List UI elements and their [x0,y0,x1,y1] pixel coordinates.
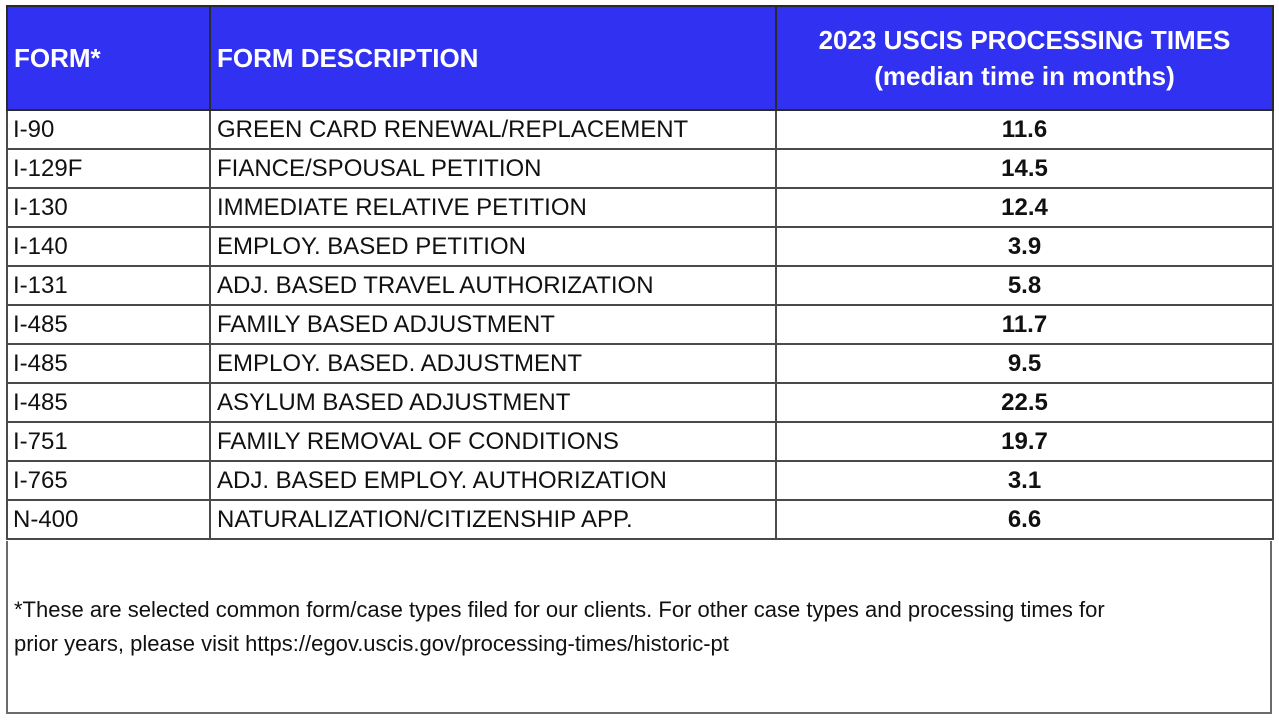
processing-time-cell: 14.5 [776,149,1273,188]
form-cell: I-140 [7,227,210,266]
table-row [7,110,1273,149]
processing-time-cell: 11.7 [776,305,1273,344]
description-cell: EMPLOY. BASED PETITION [210,227,776,266]
header-processing-times [776,6,1273,110]
table-row [7,461,1273,500]
description-cell: FIANCE/SPOUSAL PETITION [210,149,776,188]
description-cell: EMPLOY. BASED. ADJUSTMENT [210,344,776,383]
form-cell: N-400 [7,500,210,539]
header-form: FORM* [7,6,210,110]
table-row [7,422,1273,461]
table-body [7,110,1273,539]
processing-time-cell: 6.6 [776,500,1273,539]
table-row [7,149,1273,188]
description-cell: NATURALIZATION/CITIZENSHIP APP. [210,500,776,539]
description-cell: FAMILY REMOVAL OF CONDITIONS [210,422,776,461]
form-cell: I-751 [7,422,210,461]
table-row [7,266,1273,305]
form-cell: I-90 [7,110,210,149]
processing-time-cell: 11.6 [776,110,1273,149]
form-cell: I-485 [7,305,210,344]
footnote-box [6,541,1272,714]
processing-time-cell: 22.5 [776,383,1273,422]
form-cell: I-129F [7,149,210,188]
processing-time-cell: 5.8 [776,266,1273,305]
form-cell: I-485 [7,344,210,383]
table-row [7,227,1273,266]
footnote-line-1: *These are selected common form/case types filed for our clients. For other case types and processing times for [14,597,1105,622]
description-cell: ADJ. BASED EMPLOY. AUTHORIZATION [210,461,776,500]
form-cell: I-131 [7,266,210,305]
form-cell: I-765 [7,461,210,500]
form-cell: I-485 [7,383,210,422]
table-row [7,188,1273,227]
processing-time-cell: 12.4 [776,188,1273,227]
footnote [14,593,1254,661]
processing-time-cell: 3.9 [776,227,1273,266]
description-cell: ADJ. BASED TRAVEL AUTHORIZATION [210,266,776,305]
table-row [7,500,1273,539]
table-row [7,383,1273,422]
description-cell: GREEN CARD RENEWAL/REPLACEMENT [210,110,776,149]
table-header-row [7,6,1273,110]
description-cell: FAMILY BASED ADJUSTMENT [210,305,776,344]
description-cell: IMMEDIATE RELATIVE PETITION [210,188,776,227]
header-processing-times-title: 2023 USCIS PROCESSING TIMES [818,25,1231,55]
table-row [7,305,1273,344]
form-cell: I-130 [7,188,210,227]
processing-time-cell: 3.1 [776,461,1273,500]
header-form-description: FORM DESCRIPTION [210,6,776,110]
table-row [7,344,1273,383]
header-processing-times-subtitle: (median time in months) [874,61,1175,91]
processing-times-table [6,5,1274,540]
description-cell: ASYLUM BASED ADJUSTMENT [210,383,776,422]
footnote-line-2: prior years, please visit https://egov.uscis.gov/processing-times/historic-pt [14,631,729,656]
processing-time-cell: 19.7 [776,422,1273,461]
processing-time-cell: 9.5 [776,344,1273,383]
